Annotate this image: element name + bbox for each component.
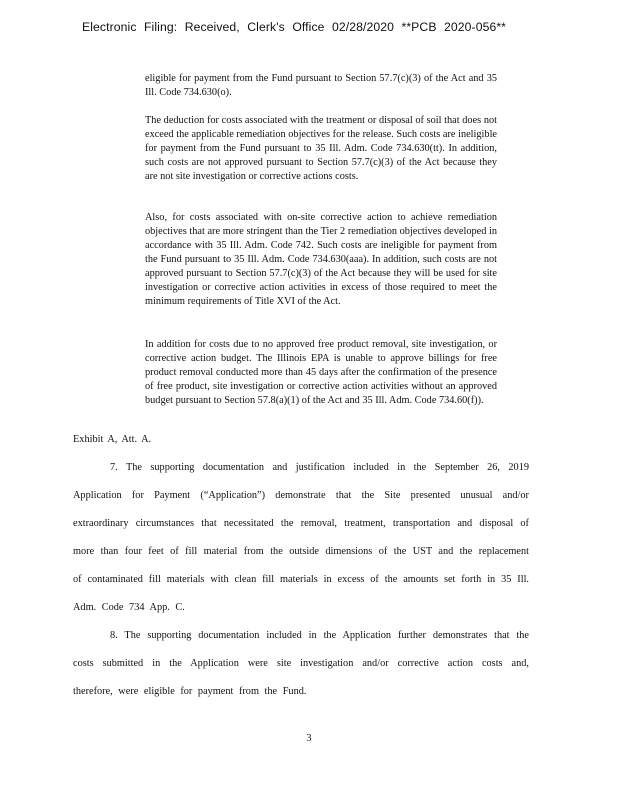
quoted-block-1: eligible for payment from the Fund pursuant to Section 57.7(c)(3) of the Act and 35 Ill. Code 734.630(o). — [145, 73, 497, 98]
exhibit-reference: Exhibit A, Att. A. — [73, 434, 152, 445]
filing-header: Electronic Filing: Received, Clerk's Office 02/28/2020 **PCB 2020-056** — [82, 20, 507, 34]
page-number: 3 — [306, 733, 312, 744]
quoted-block-4: In addition for costs due to no approved free product removal, site investigation, or corrective action budget. The Illinois EPA is unable to approve billings for free product removal conducted more than 45 days after the confirmation of the presence of free product, site investigation or corrective action activities without an approved budget pursuant to Section 57.8(a)(1) of the Act and 35 Ill. Adm. Code 734.60(f)). — [145, 339, 497, 406]
quoted-block-3: Also, for costs associated with on-site corrective action to achieve remediation objectives that are more stringent than the Tier 2 remediation objectives developed in accordance with 35 Ill. Adm. Code 742. Such costs are ineligible for payment from the Fund pursuant to 35 Ill. Adm. Code 734.630(aaa). In addition, such costs are not approved pursuant to Section 57.7(c)(3) of the Act because they will be used for site investigation or corrective action activities in excess of those required to meet the minimum requirements of Title XVI of the Act. — [145, 212, 497, 307]
paragraph-7: 7. The supporting documentation and justification included in the September 26, 2019 Application for Payment (“Application”) demonstrate that the Site presented unusual and/or extraordinary circumstances that necessitated the removal, treatment, transportation and disposal of more than four feet of fill material from the outside dimensions of the UST and the replacement of contaminated fill materials with clean fill materials in excess of the amounts set forth in 35 Ill. Adm. Code 734 App. C. — [73, 462, 529, 613]
paragraph-8: 8. The supporting documentation included in the Application further demonstrates that the costs submitted in the Application were site investigation and/or corrective action costs and, therefore, were eligible for payment from the Fund. — [73, 630, 529, 697]
quoted-block-2: The deduction for costs associated with the treatment or disposal of soil that does not exceed the applicable remediation objectives for the release. Such costs are ineligible for payment from the Fund pursuant to 35 Ill. Adm. Code 734.630(tt). In addition, such costs are not approved pursuant to Section 57.7(c)(3) of the Act because they are not site investigation or corrective actions costs. — [145, 115, 497, 182]
